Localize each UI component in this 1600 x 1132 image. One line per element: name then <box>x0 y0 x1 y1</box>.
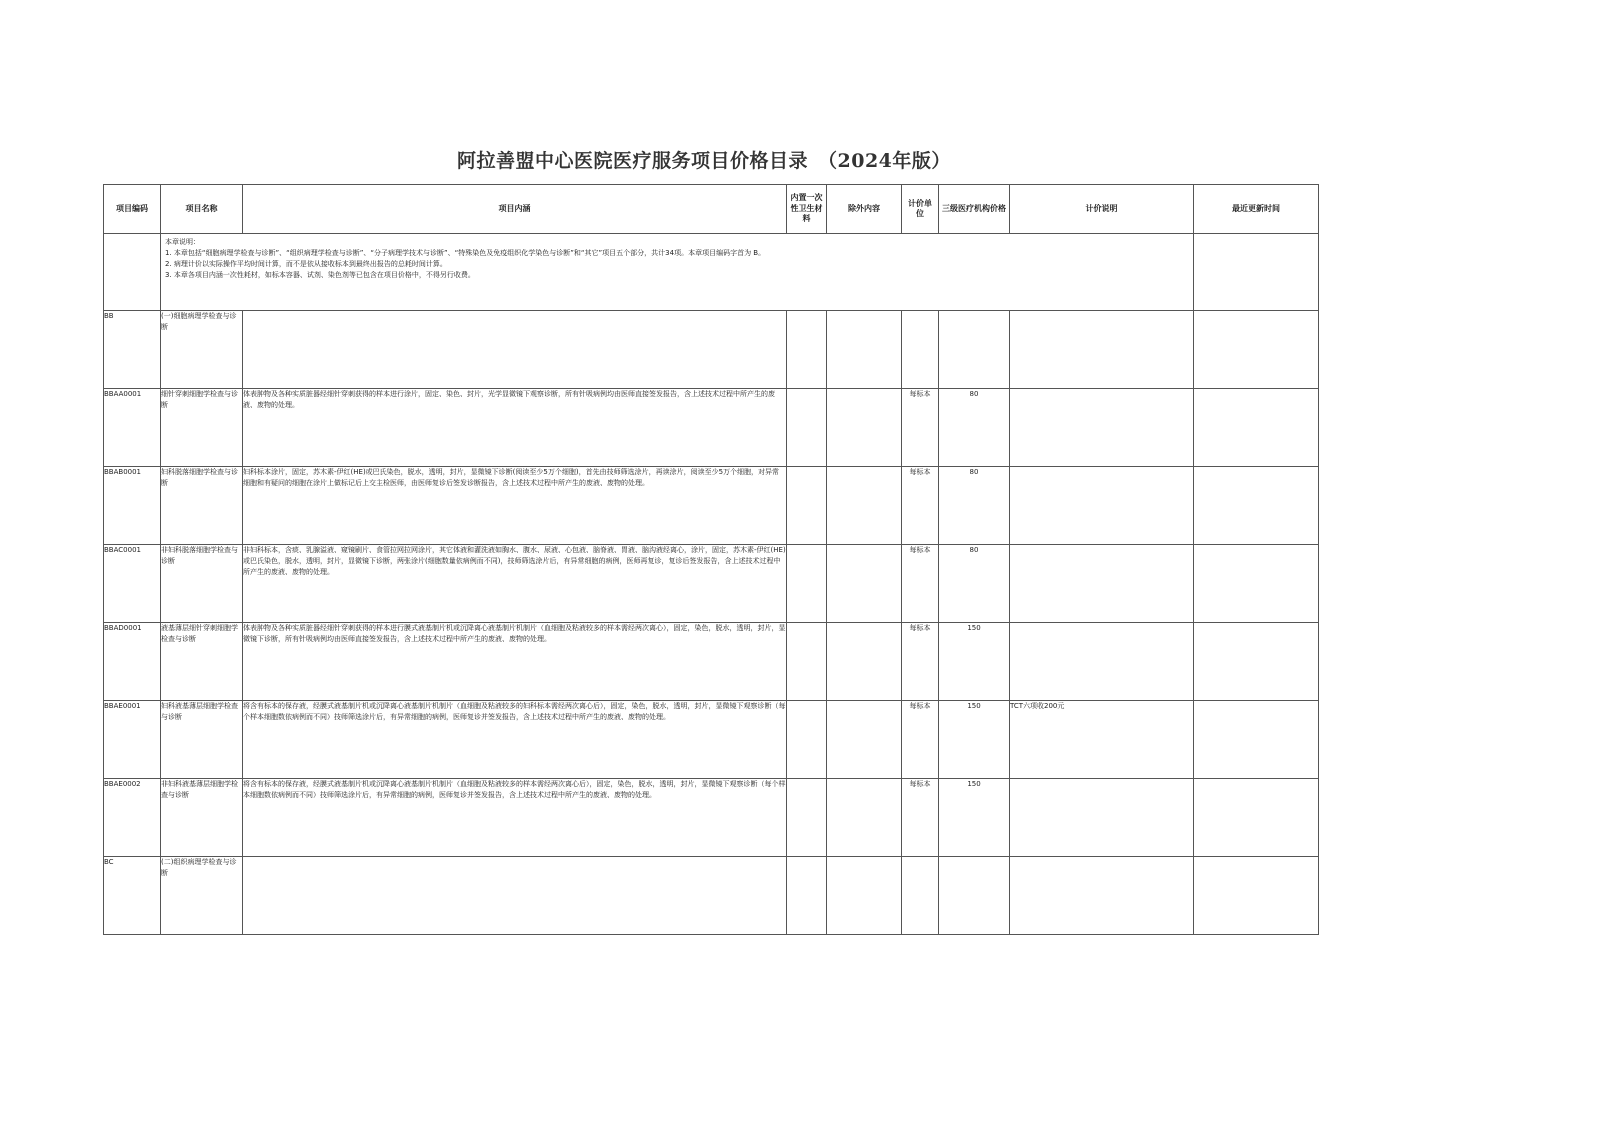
pricing-unit-cell: 每标本 <box>902 779 939 857</box>
pricing-unit-cell: 每标本 <box>902 701 939 779</box>
item-name-cell: 液基薄层细针穿刺细胞学检查与诊断 <box>161 623 243 701</box>
exclusions-cell <box>827 389 902 467</box>
item-name-cell: 妇科液基薄层细胞学检查与诊断 <box>161 701 243 779</box>
pricing-note-cell <box>1010 779 1194 857</box>
exclusions-cell <box>827 311 902 389</box>
pricing-note-cell <box>1010 389 1194 467</box>
item-code-cell: BBAE0001 <box>104 701 161 779</box>
page-title: 阿拉善盟中心医院医疗服务项目价格目录 （2024年版） <box>457 150 951 172</box>
updated-cell <box>1194 389 1319 467</box>
item-code-cell: BBAC0001 <box>104 545 161 623</box>
price-cell: 80 <box>939 389 1010 467</box>
chapter-note-line: 本章说明： <box>165 238 200 246</box>
updated-cell <box>1194 467 1319 545</box>
item-name-cell: 非妇科液基薄层细胞学检查与诊断 <box>161 779 243 857</box>
item-name-cell: (二)组织病理学检查与诊断 <box>161 857 243 935</box>
pricing-unit-cell: 每标本 <box>902 545 939 623</box>
pricing-note-cell <box>1010 545 1194 623</box>
exclusions-cell <box>827 701 902 779</box>
table-row <box>104 467 1319 545</box>
header-price: 三级医疗机构价格 <box>939 185 1010 234</box>
materials-cell <box>787 467 827 545</box>
item-content-cell: 体表肿物及各种实质脏器经细针穿刺获得的样本进行涂片，固定、染色、封片，光学显微镜下观察诊断，所有针吸病例均由医师直接签发报告，含上述技术过程中所产生的废液、废物的处理。 <box>243 389 787 467</box>
chapter-notes <box>161 234 1194 311</box>
updated-cell <box>1194 311 1319 389</box>
pricing-note-cell <box>1010 311 1194 389</box>
updated-cell <box>1194 779 1319 857</box>
price-cell: 150 <box>939 701 1010 779</box>
pricing-note-cell <box>1010 467 1194 545</box>
table-row <box>104 389 1319 467</box>
materials-cell <box>787 857 827 935</box>
item-code-cell: BBAA0001 <box>104 389 161 467</box>
item-content-cell <box>243 311 787 389</box>
header-code: 项目编码 <box>104 185 161 234</box>
exclusions-cell <box>827 467 902 545</box>
table-row <box>104 623 1319 701</box>
updated-cell <box>1194 623 1319 701</box>
exclusions-cell <box>827 623 902 701</box>
pricing-note-cell <box>1010 857 1194 935</box>
item-content-cell: 将含有标本的保存液，经膜式液基制片机或沉降离心液基制片机制片（血细胞及粘液较多的妇科标本需经两次离心后），固定，染色，脱水，透明，封片，显微镜下观察诊断（每个样本细胞数依病例而不同）技师筛选涂片后，有异常细胞的病例，医师复诊并签发报告，含上述技术过程中所产生的废液、废物的处理。 <box>243 701 787 779</box>
header-exclusions: 除外内容 <box>827 185 902 234</box>
item-code-cell: BBAB0001 <box>104 467 161 545</box>
pricing-unit-cell <box>902 311 939 389</box>
item-code-cell: BBAD0001 <box>104 623 161 701</box>
materials-cell <box>787 545 827 623</box>
exclusions-cell <box>827 545 902 623</box>
pricing-note-cell: TCT六项收200元 <box>1010 701 1194 779</box>
materials-cell <box>787 779 827 857</box>
item-name-cell: 妇科脱落细胞学检查与诊断 <box>161 467 243 545</box>
chapter-notes-row <box>104 234 1319 311</box>
pricing-unit-cell: 每标本 <box>902 389 939 467</box>
header-note: 计价说明 <box>1010 185 1194 234</box>
materials-cell <box>787 389 827 467</box>
chapter-note-line: 3. 本章各项目内涵一次性耗材，如标本容器、试剂、染色剂等已包含在项目价格中，不得另行收费。 <box>165 270 475 279</box>
item-content-cell: 体表肿物及各种实质脏器经细针穿刺获得的样本进行膜式液基制片机或沉降离心液基制片机制片（血细胞及粘液较多的样本需经两次离心），固定，染色，脱水，透明，封片，显微镜下诊断，所有针吸病例均由医师直接签发报告，含上述技术过程中所产生的废液、废物的处理。 <box>243 623 787 701</box>
materials-cell <box>787 623 827 701</box>
table-row <box>104 701 1319 779</box>
header-materials: 内置一次性卫生材料 <box>787 185 827 234</box>
price-cell: 80 <box>939 545 1010 623</box>
item-content-cell: 将含有标本的保存液，经膜式液基制片机或沉降离心液基制片机制片（血细胞及粘液较多的样本需经两次离心后），固定，染色，脱水，透明，封片，显微镜下观察诊断（每个样本细胞数依病例而不同）技师筛选涂片后，有异常细胞的病例，医师复诊并签发报告，含上述技术过程中所产生的废液、废物的处理。 <box>243 779 787 857</box>
item-content-cell: 妇科标本涂片，固定，苏木素-伊红(HE)或巴氏染色，脱水，透明，封片，显微镜下诊断(阅读至少5万个细胞)，首先由技师筛选涂片，再读涂片，阅读至少5万个细胞，对异常细胞和有疑问的细胞在涂片上做标记后上交主检医师，由医师复诊后签发诊断报告，含上述技术过程中所产生的废液、废物的处理。 <box>243 467 787 545</box>
header-name: 项目名称 <box>161 185 243 234</box>
table-row <box>104 311 1319 389</box>
item-content-cell: 非妇科标本，含痰、乳腺溢液、窥镜刷片、食管拉网拉网涂片，其它体液和灌洗液如胸水、腹水、尿液、心包液、脑脊液、胃液、脑沟液经离心，涂片，固定，苏木素-伊红(HE)或巴氏染色，脱水，透明，封片，显微镜下诊断，两张涂片(细胞数量依病例而不同)，技师筛选涂片后，有异常细胞的病例，医师再复诊，复诊后签发报告，含上述技术过程中所产生的废液、废物的处理。 <box>243 545 787 623</box>
pricing-unit-cell: 每标本 <box>902 467 939 545</box>
materials-cell <box>787 311 827 389</box>
item-code-cell: BC <box>104 857 161 935</box>
updated-cell <box>1194 545 1319 623</box>
updated-cell <box>1194 857 1319 935</box>
price-cell <box>939 311 1010 389</box>
item-content-cell <box>243 857 787 935</box>
table-row <box>104 857 1319 935</box>
header-updated: 最近更新时间 <box>1194 185 1319 234</box>
chapter-note-line: 2. 病理计价以实际操作平均时间计算，而不是依从接收标本到最终出报告的总耗时间计算。 <box>165 259 447 268</box>
updated-cell <box>1194 701 1319 779</box>
table-row <box>104 545 1319 623</box>
header-unit: 计价单位 <box>902 185 939 234</box>
exclusions-cell <box>827 779 902 857</box>
price-cell <box>939 857 1010 935</box>
chapter-note-line: 1. 本章包括“细胞病理学检查与诊断”、“组织病理学检查与诊断”、“分子病理学技术与诊断”、“特殊染色及免疫组织化学染色与诊断”和“其它”项目五个部分，共计34项。本章项目编码字首为 B。 <box>165 248 766 257</box>
exclusions-cell <box>827 857 902 935</box>
item-code-cell: BBAE0002 <box>104 779 161 857</box>
pricing-note-cell <box>1010 623 1194 701</box>
table-row <box>104 779 1319 857</box>
price-table <box>103 184 1319 935</box>
price-cell: 150 <box>939 623 1010 701</box>
price-cell: 80 <box>939 467 1010 545</box>
price-cell: 150 <box>939 779 1010 857</box>
pricing-unit-cell: 每标本 <box>902 623 939 701</box>
header-row <box>104 185 1319 234</box>
header-content: 项目内涵 <box>243 185 787 234</box>
item-code-cell: BB <box>104 311 161 389</box>
pricing-unit-cell <box>902 857 939 935</box>
item-name-cell: 细针穿刺细胞学检查与诊断 <box>161 389 243 467</box>
item-name-cell: 非妇科脱落细胞学检查与诊断 <box>161 545 243 623</box>
materials-cell <box>787 701 827 779</box>
item-name-cell: (一)细胞病理学检查与诊断 <box>161 311 243 389</box>
